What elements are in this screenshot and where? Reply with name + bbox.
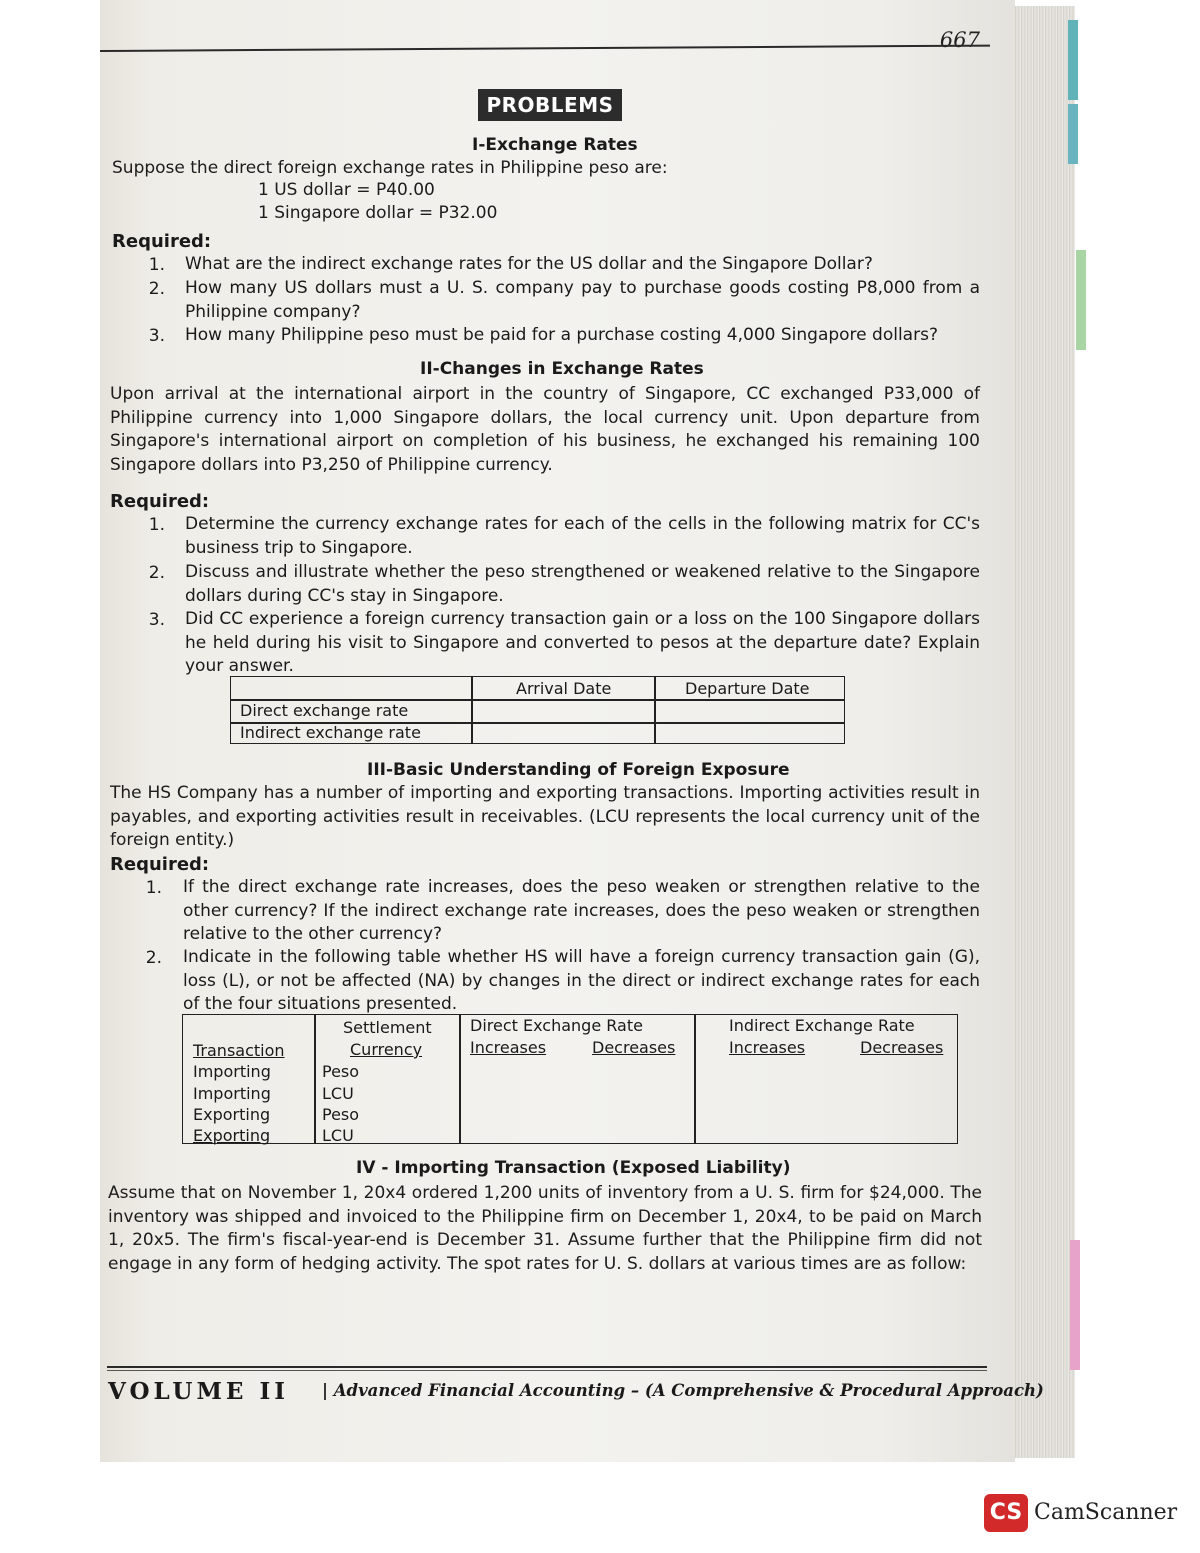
col-settlement: Settlement bbox=[343, 1018, 432, 1037]
page-tab-teal bbox=[1068, 20, 1078, 100]
section-4-paragraph: Assume that on November 1, 20x4 ordered 1,200 units of inventory from a U. S. firm for $24,000. The inventory was shipped and invoiced to the Philippine firm on December 1, 20x4, to be paid on March 1, 20x5. The firm's fiscal-year-end is December 31. Assume further that the Philippine firm did not engage in any form of hedging activity. The spot rates for U. S. dollars at various times are as follow: bbox=[108, 1183, 982, 1274]
col-arrival-date: Arrival Date bbox=[516, 679, 612, 698]
row-transaction: Exporting bbox=[193, 1105, 271, 1124]
book-page-edges bbox=[1015, 6, 1075, 1458]
row-currency: LCU bbox=[322, 1084, 354, 1103]
item-number: 2. bbox=[148, 563, 165, 583]
footer-rule-thin bbox=[107, 1370, 987, 1371]
item-number: 3. bbox=[148, 610, 165, 630]
exchange-rate-matrix bbox=[230, 676, 845, 744]
item-number: 2. bbox=[145, 948, 162, 968]
section-1-question-2: How many US dollars must a U. S. company pay to purchase goods costing P8,000 from a Philippine company? bbox=[185, 278, 980, 322]
section-3-question-1: If the direct exchange rate increases, does the peso weaken or strengthen relative to the other currency? If the indirect exchange rate increases, does the peso weaken or strengthen relative to the other currency? bbox=[183, 877, 980, 944]
section-2-required: Required: bbox=[110, 491, 210, 512]
section-3-paragraph: The HS Company has a number of importing and exporting transactions. Importing activities result in payables, and exporting activities result in receivables. (LCU represents the local currency unit of the foreign entity.) bbox=[110, 783, 980, 850]
section-3-heading: III-Basic Understanding of Foreign Exposure bbox=[367, 760, 790, 780]
footer-volume: VOLUME II bbox=[108, 1378, 289, 1405]
problems-banner: PROBLEMS bbox=[478, 89, 622, 121]
section-1-required: Required: bbox=[112, 231, 212, 252]
footer-rule bbox=[107, 1366, 987, 1368]
row-transaction: Exporting bbox=[193, 1126, 271, 1145]
exposure-table bbox=[182, 1014, 958, 1144]
col-transaction: Transaction bbox=[193, 1041, 285, 1060]
footer-book-title: | Advanced Financial Accounting – (A Comprehensive & Procedural Approach) bbox=[322, 1381, 1044, 1400]
section-1-heading: I-Exchange Rates bbox=[472, 135, 638, 155]
page-tab-pink bbox=[1070, 1240, 1080, 1370]
col-direct-rate: Direct Exchange Rate bbox=[470, 1016, 643, 1035]
col-indirect-rate: Indirect Exchange Rate bbox=[729, 1016, 915, 1035]
item-number: 2. bbox=[148, 279, 165, 299]
row-currency: LCU bbox=[322, 1126, 354, 1145]
page-number: 667 bbox=[939, 28, 980, 52]
col-departure-date: Departure Date bbox=[685, 679, 810, 698]
section-2-heading: II-Changes in Exchange Rates bbox=[420, 359, 704, 379]
row-transaction: Importing bbox=[193, 1084, 271, 1103]
rate-singapore-dollar: 1 Singapore dollar = P32.00 bbox=[258, 203, 498, 223]
page-tab-green bbox=[1076, 250, 1086, 350]
section-2-question-3: Did CC experience a foreign currency transaction gain or a loss on the 100 Singapore dollars he held during his visit to Singapore and converted to pesos at the departure date? Explain your answer. bbox=[185, 609, 980, 676]
item-number: 3. bbox=[148, 326, 165, 346]
section-4-heading: IV - Importing Transaction (Exposed Liability) bbox=[356, 1158, 791, 1178]
section-1-question-3: How many Philippine peso must be paid for a purchase costing 4,000 Singapore dollars? bbox=[185, 325, 938, 345]
section-3-question-2: Indicate in the following table whether HS will have a foreign currency transaction gain (G), loss (L), or not be affected (NA) by changes in the direct or indirect exchange rates for each of the four situations presented. bbox=[183, 947, 980, 1014]
item-number: 1. bbox=[148, 515, 165, 535]
page-tab-teal bbox=[1068, 104, 1078, 164]
section-2-question-1: Determine the currency exchange rates for each of the cells in the following matrix for CC's business trip to Singapore. bbox=[185, 514, 980, 558]
col-currency: Currency bbox=[350, 1040, 423, 1059]
col-direct-decreases: Decreases bbox=[592, 1038, 676, 1057]
section-2-question-2: Discuss and illustrate whether the peso strengthened or weakened relative to the Singapore dollars during CC's stay in Singapore. bbox=[185, 562, 980, 606]
camscanner-label: CamScanner bbox=[1034, 1500, 1178, 1525]
camscanner-logo-icon: CS bbox=[984, 1494, 1028, 1532]
section-2-paragraph: Upon arrival at the international airport in the country of Singapore, CC exchanged P33,000 of Philippine currency into 1,000 Singapore dollars, the local currency unit. Upon departure from Singapore's international airport on completion of his business, he exchanged his remaining 100 Singapore dollars into P3,250 of Philippine currency. bbox=[110, 384, 980, 475]
rate-us-dollar: 1 US dollar = P40.00 bbox=[258, 180, 435, 200]
row-transaction: Importing bbox=[193, 1062, 271, 1081]
col-direct-increases: Increases bbox=[470, 1038, 547, 1057]
item-number: 1. bbox=[145, 878, 162, 898]
section-1-intro: Suppose the direct foreign exchange rates in Philippine peso are: bbox=[112, 158, 668, 178]
section-1-question-1: What are the indirect exchange rates for the US dollar and the Singapore Dollar? bbox=[185, 254, 873, 274]
col-indirect-increases: Increases bbox=[729, 1038, 806, 1057]
row-indirect-rate: Indirect exchange rate bbox=[240, 723, 421, 742]
col-indirect-decreases: Decreases bbox=[860, 1038, 944, 1057]
row-direct-rate: Direct exchange rate bbox=[240, 701, 409, 720]
section-3-required: Required: bbox=[110, 854, 210, 875]
row-currency: Peso bbox=[322, 1062, 360, 1081]
row-currency: Peso bbox=[322, 1105, 360, 1124]
item-number: 1. bbox=[148, 255, 165, 275]
